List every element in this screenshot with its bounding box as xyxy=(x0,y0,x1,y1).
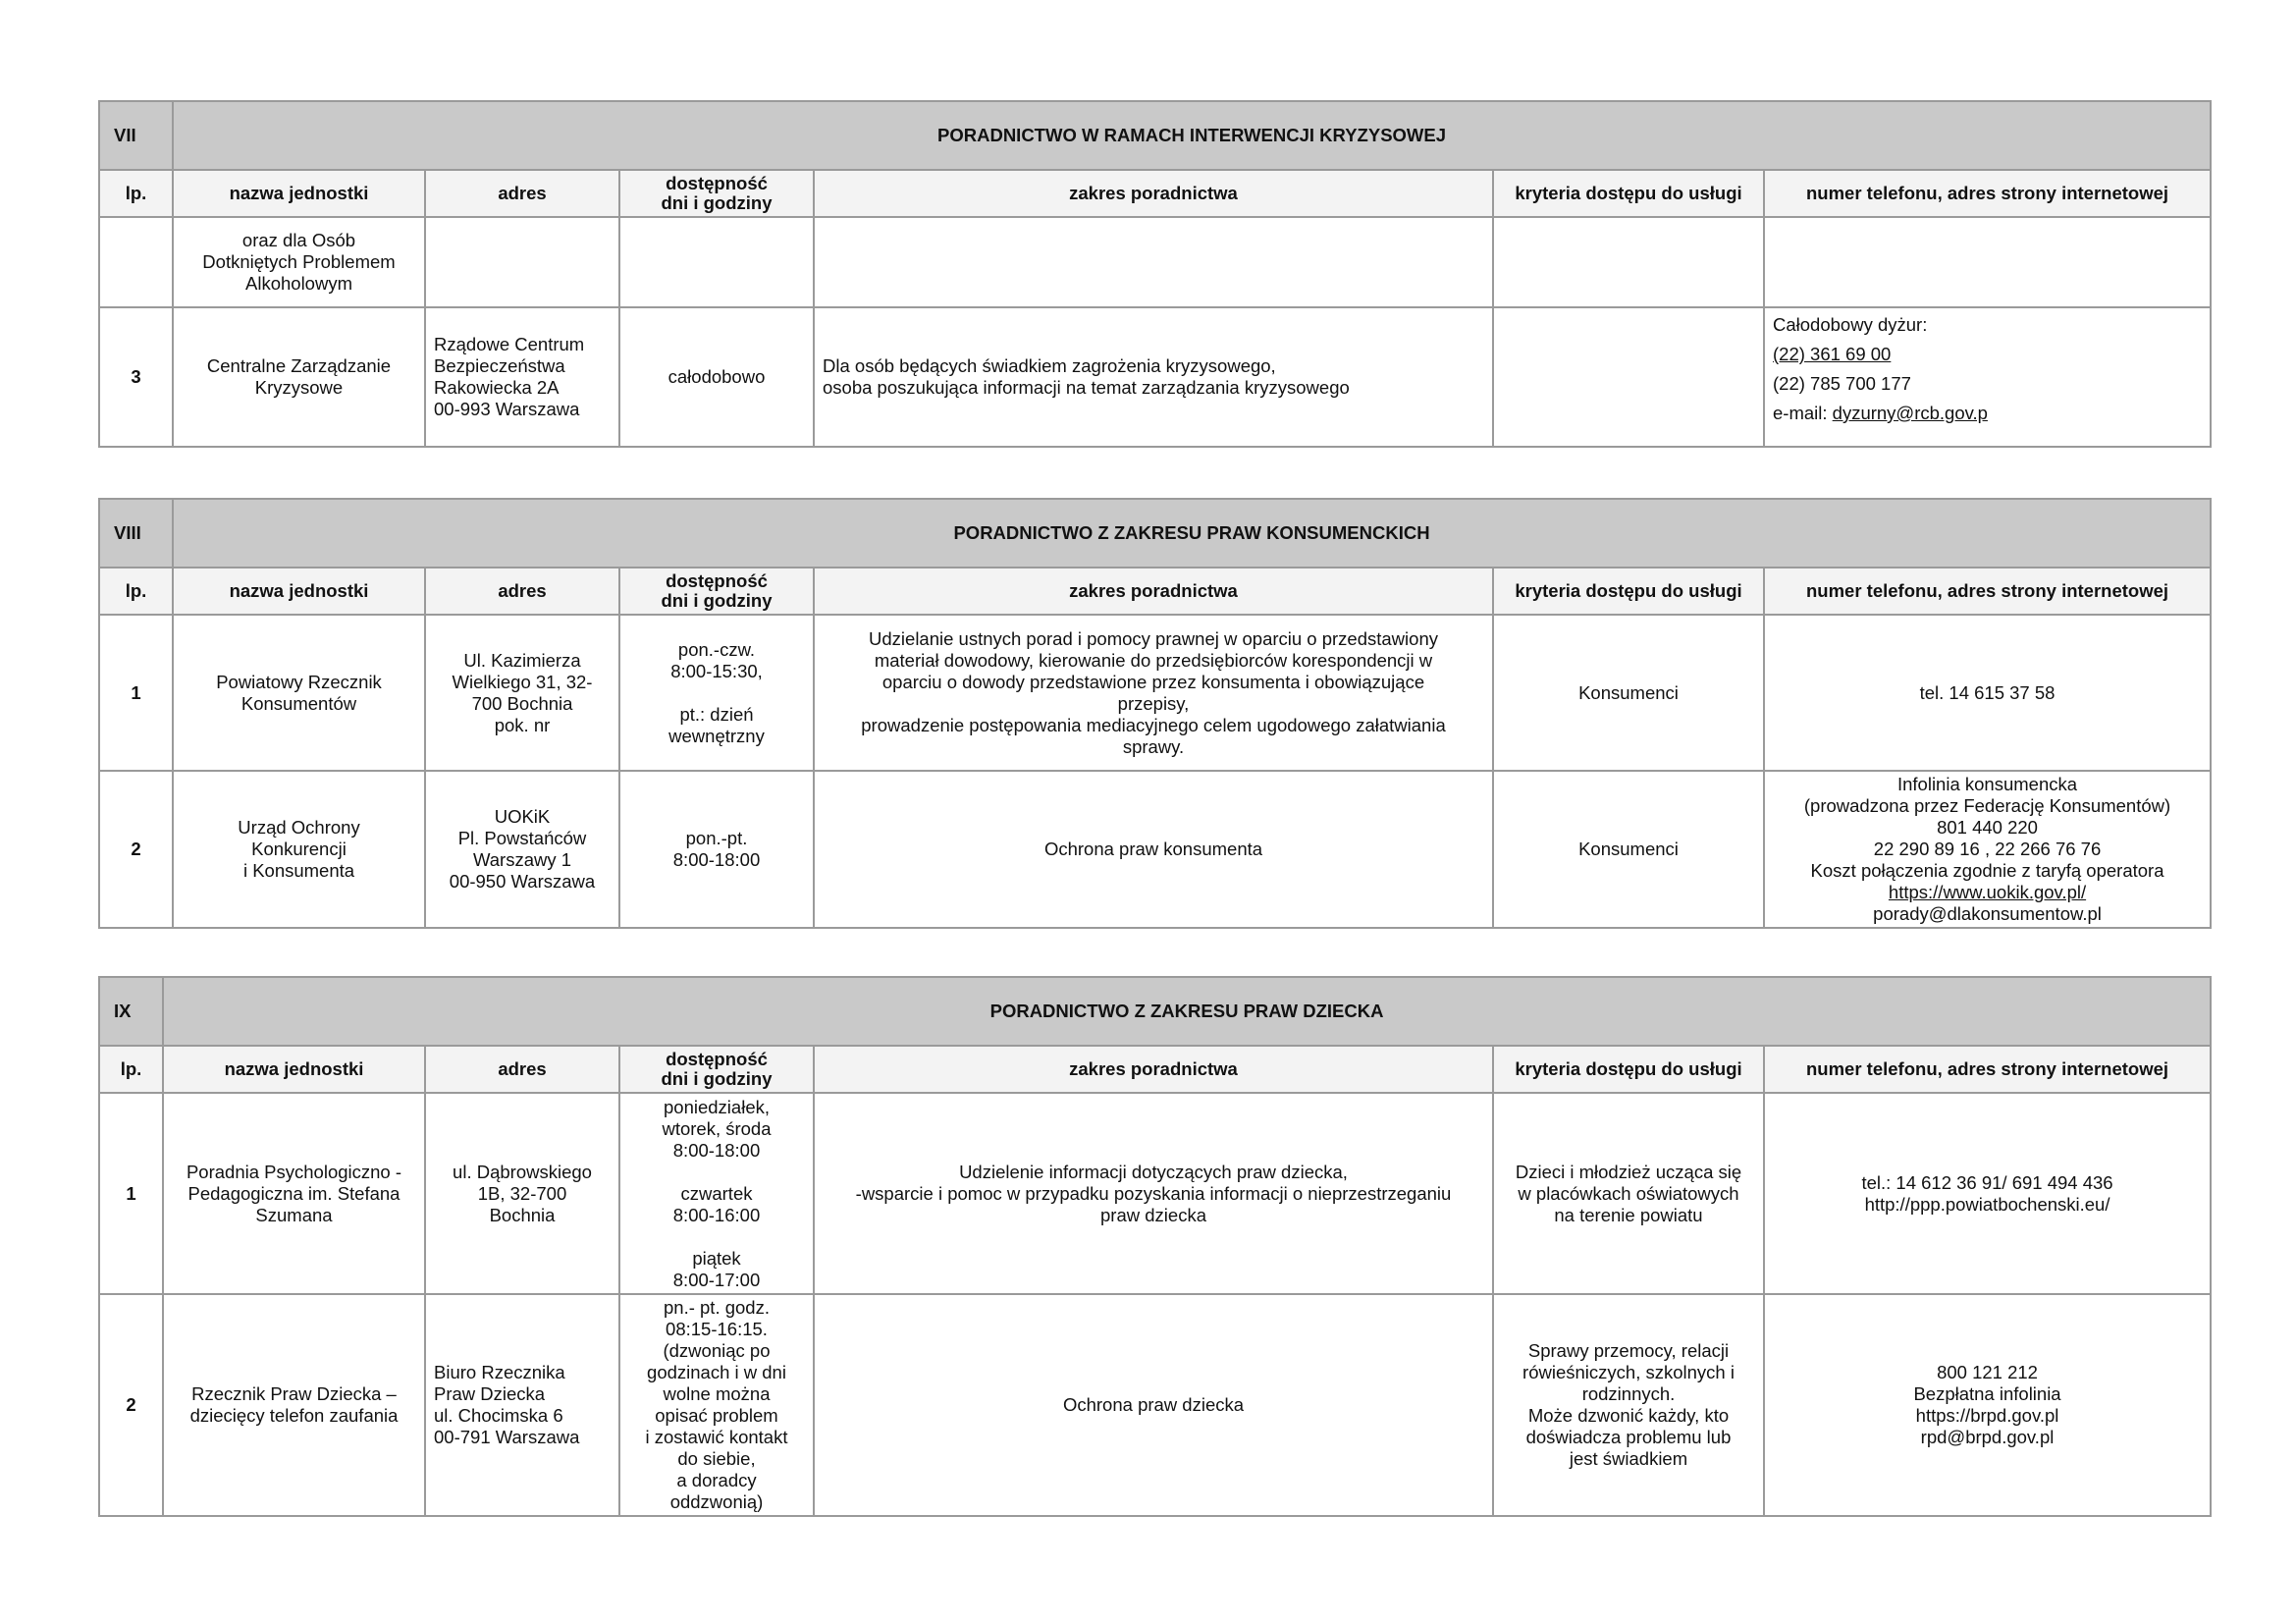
section-title-row xyxy=(99,101,2211,170)
unit-name-cell: Poradnia Psychologiczno - Pedagogiczna im. Stefana Szumana xyxy=(163,1093,425,1294)
contact-text: http://ppp.powiatbochenski.eu/ xyxy=(1864,1193,2110,1215)
criteria-cell xyxy=(1493,217,1764,307)
column-header: numer telefonu, adres strony internetowej xyxy=(1764,568,2211,615)
section-title: PORADNICTWO Z ZAKRESU PRAW KONSUMENCKICH xyxy=(173,499,2211,568)
column-header: nazwa jednostki xyxy=(173,568,425,615)
column-header-row xyxy=(99,568,2211,615)
hours-cell: pon.-czw. 8:00-15:30, pt.: dzień wewnętrzny xyxy=(619,615,814,771)
column-header: nazwa jednostki xyxy=(173,170,425,217)
column-header: zakres poradnictwa xyxy=(814,1046,1493,1093)
table-row xyxy=(99,1294,2211,1516)
address-cell: Biuro Rzecznika Praw Dziecka ul. Chocimska 6 00-791 Warszawa xyxy=(425,1294,619,1516)
scope-cell: Udzielanie ustnych porad i pomocy prawnej w oparciu o przedstawiony materiał dowodowy, kierowanie do przedsiębiorców korespondencji w oparciu o dowody przedstawione przez konsumenta i obowiązujące przepisy, prowadzenie postępowania mediacyjnego celem ugodowego załatwiania sprawy. xyxy=(814,615,1493,771)
column-header: kryteria dostępu do usługi xyxy=(1493,568,1764,615)
lp-cell: 1 xyxy=(99,615,173,771)
contact-link[interactable]: dyzurny@rcb.gov.p xyxy=(1832,403,1988,423)
section-number: IX xyxy=(99,977,163,1046)
contact-line xyxy=(1773,774,2202,795)
contact-line xyxy=(1773,344,2202,365)
column-header-row xyxy=(99,170,2211,217)
contact-text: Całodobowy dyżur: xyxy=(1773,314,1928,335)
column-header: kryteria dostępu do usługi xyxy=(1493,1046,1764,1093)
address-cell xyxy=(425,217,619,307)
column-header-row xyxy=(99,1046,2211,1093)
contact-text: 801 440 220 xyxy=(1937,817,2038,838)
address-cell: ul. Dąbrowskiego 1B, 32-700 Bochnia xyxy=(425,1093,619,1294)
lp-cell xyxy=(99,217,173,307)
contact-line xyxy=(1773,903,2202,925)
contact-line xyxy=(1773,795,2202,817)
contact-text: (22) 785 700 177 xyxy=(1773,373,1911,394)
contact-link[interactable]: (22) 361 69 00 xyxy=(1773,344,1892,364)
contact-cell xyxy=(1764,615,2211,771)
column-header: lp. xyxy=(99,568,173,615)
contact-line xyxy=(1773,373,2202,395)
hours-cell: pn.- pt. godz. 08:15-16:15. (dzwoniąc po godzinach i w dni wolne można opisać problem i zostawić kontakt do siebie, a doradcy oddzwonią) xyxy=(619,1294,814,1516)
contact-line xyxy=(1773,314,2202,336)
scope-cell: Ochrona praw dziecka xyxy=(814,1294,1493,1516)
contact-cell xyxy=(1764,217,2211,307)
contact-text: 22 290 89 16 , 22 266 76 76 xyxy=(1873,839,2102,859)
column-header: zakres poradnictwa xyxy=(814,170,1493,217)
contact-line xyxy=(1773,817,2202,839)
contact-line xyxy=(1773,1172,2202,1194)
unit-name-cell: Powiatowy Rzecznik Konsumentów xyxy=(173,615,425,771)
table-row xyxy=(99,615,2211,771)
column-header: adres xyxy=(425,1046,619,1093)
lp-cell: 1 xyxy=(99,1093,163,1294)
contact-line xyxy=(1773,1405,2202,1427)
criteria-cell: Dzieci i młodzież ucząca się w placówkach oświatowych na terenie powiatu xyxy=(1493,1093,1764,1294)
column-header: zakres poradnictwa xyxy=(814,568,1493,615)
contact-text: rpd@brpd.gov.pl xyxy=(1920,1427,2055,1447)
contact-text: 800 121 212 xyxy=(1937,1362,2038,1382)
table-row xyxy=(99,771,2211,928)
column-header: kryteria dostępu do usługi xyxy=(1493,170,1764,217)
section-table-vii xyxy=(98,100,2212,448)
lp-cell: 3 xyxy=(99,307,173,447)
contact-line xyxy=(1773,1194,2202,1216)
unit-name-cell: Rzecznik Praw Dziecka – dziecięcy telefon zaufania xyxy=(163,1294,425,1516)
column-header: adres xyxy=(425,170,619,217)
section-table-ix xyxy=(98,976,2212,1517)
table-row xyxy=(99,307,2211,447)
address-cell: UOKiK Pl. Powstańców Warszawy 1 00-950 Warszawa xyxy=(425,771,619,928)
contact-text: tel. 14 615 37 58 xyxy=(1919,681,2056,703)
contact-text: https://brpd.gov.pl xyxy=(1915,1405,2059,1426)
contact-line xyxy=(1773,1362,2202,1383)
scope-cell: Ochrona praw konsumenta xyxy=(814,771,1493,928)
hours-cell: pon.-pt. 8:00-18:00 xyxy=(619,771,814,928)
contact-line xyxy=(1773,882,2202,903)
section-title: PORADNICTWO Z ZAKRESU PRAW DZIECKA xyxy=(163,977,2211,1046)
table-row xyxy=(99,1093,2211,1294)
unit-name-cell: Urząd Ochrony Konkurencji i Konsumenta xyxy=(173,771,425,928)
scope-cell: Udzielenie informacji dotyczących praw dziecka, -wsparcie i pomoc w przypadku pozyskania informacji o nieprzestrzeganiu praw dziecka xyxy=(814,1093,1493,1294)
column-header: nazwa jednostki xyxy=(163,1046,425,1093)
contact-line xyxy=(1773,860,2202,882)
contact-cell xyxy=(1764,1093,2211,1294)
contact-line xyxy=(1773,1427,2202,1448)
hours-cell xyxy=(619,217,814,307)
contact-line xyxy=(1773,839,2202,860)
address-cell: Ul. Kazimierza Wielkiego 31, 32- 700 Bochnia pok. nr xyxy=(425,615,619,771)
contact-link[interactable]: https://www.uokik.gov.pl/ xyxy=(1888,882,2087,902)
address-cell: Rządowe Centrum Bezpieczeństwa Rakowiecka 2A 00-993 Warszawa xyxy=(425,307,619,447)
section-table-viii xyxy=(98,498,2212,929)
contact-text: Koszt połączenia zgodnie z taryfą operatora xyxy=(1810,860,2164,881)
contact-text: Infolinia konsumencka xyxy=(1896,774,2078,794)
table-row xyxy=(99,217,2211,307)
unit-name-cell: oraz dla Osób Dotkniętych Problemem Alkoholowym xyxy=(173,217,425,307)
hours-cell: całodobowo xyxy=(619,307,814,447)
criteria-cell xyxy=(1493,307,1764,447)
contact-cell xyxy=(1764,307,2211,447)
lp-cell: 2 xyxy=(99,771,173,928)
contact-text: porady@dlakonsumentow.pl xyxy=(1873,903,2102,924)
section-title: PORADNICTWO W RAMACH INTERWENCJI KRYZYSOWEJ xyxy=(173,101,2211,170)
contact-text: e-mail: xyxy=(1773,403,1833,423)
column-header: dostępność dni i godziny xyxy=(619,170,814,217)
contact-cell xyxy=(1764,1294,2211,1516)
section-number: VII xyxy=(99,101,173,170)
column-header: lp. xyxy=(99,170,173,217)
column-header: numer telefonu, adres strony internetowej xyxy=(1764,1046,2211,1093)
lp-cell: 2 xyxy=(99,1294,163,1516)
hours-cell: poniedziałek, wtorek, środa 8:00-18:00 czwartek 8:00-16:00 piątek 8:00-17:00 xyxy=(619,1093,814,1294)
section-title-row xyxy=(99,499,2211,568)
section-title-row xyxy=(99,977,2211,1046)
criteria-cell: Sprawy przemocy, relacji rówieśniczych, szkolnych i rodzinnych. Może dzwonić każdy, kto doświadcza problemu lub jest świadkiem xyxy=(1493,1294,1764,1516)
contact-line xyxy=(1773,682,2202,704)
contact-text: Bezpłatna infolinia xyxy=(1913,1383,2061,1404)
contact-text: tel.: 14 612 36 91/ 691 494 436 xyxy=(1861,1171,2113,1193)
criteria-cell: Konsumenci xyxy=(1493,771,1764,928)
contact-text: (prowadzona przez Federację Konsumentów) xyxy=(1803,795,2171,816)
column-header: dostępność dni i godziny xyxy=(619,1046,814,1093)
contact-cell xyxy=(1764,771,2211,928)
section-number: VIII xyxy=(99,499,173,568)
unit-name-cell: Centralne Zarządzanie Kryzysowe xyxy=(173,307,425,447)
column-header: dostępność dni i godziny xyxy=(619,568,814,615)
contact-line xyxy=(1773,1383,2202,1405)
contact-line xyxy=(1773,403,2202,424)
criteria-cell: Konsumenci xyxy=(1493,615,1764,771)
column-header: numer telefonu, adres strony internetowej xyxy=(1764,170,2211,217)
scope-cell xyxy=(814,217,1493,307)
scope-cell: Dla osób będących świadkiem zagrożenia kryzysowego, osoba poszukująca informacji na temat zarządzania kryzysowego xyxy=(814,307,1493,447)
column-header: lp. xyxy=(99,1046,163,1093)
column-header: adres xyxy=(425,568,619,615)
